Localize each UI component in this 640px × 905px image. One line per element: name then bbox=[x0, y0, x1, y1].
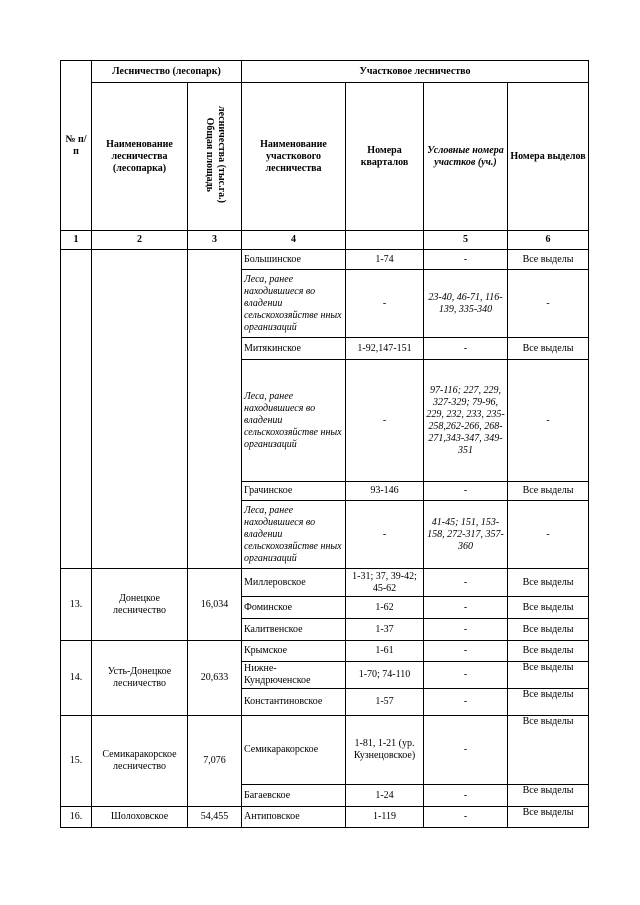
district-allotments: - bbox=[508, 270, 589, 338]
header-forestry-name: Наименование лесничества (лесопарка) bbox=[92, 83, 188, 231]
district-name: Грачинское bbox=[242, 482, 346, 501]
district-quarters: - bbox=[346, 501, 424, 569]
district-allotments: - bbox=[508, 360, 589, 482]
district-plots: - bbox=[424, 785, 508, 807]
forestry-area: 20,633 bbox=[188, 641, 242, 716]
district-quarters: 1-119 bbox=[346, 807, 424, 828]
forestry-num-cont bbox=[61, 250, 92, 569]
forestry-name-cont bbox=[92, 250, 188, 569]
district-plots: - bbox=[424, 662, 508, 689]
district-allotments: Все выделы bbox=[508, 641, 589, 662]
district-quarters: 1-57 bbox=[346, 689, 424, 716]
district-quarters: 1-37 bbox=[346, 619, 424, 641]
table-row bbox=[61, 569, 589, 597]
district-name: Миллеровское bbox=[242, 569, 346, 597]
district-quarters: - bbox=[346, 360, 424, 482]
district-name: Семикаракорское bbox=[242, 716, 346, 785]
district-plots: - bbox=[424, 619, 508, 641]
district-name: Фоминское bbox=[242, 597, 346, 619]
col-num-4: 4 bbox=[242, 231, 346, 250]
col-num-2: 2 bbox=[92, 231, 188, 250]
forestry-area: 7,076 bbox=[188, 716, 242, 807]
district-name: Константиновское bbox=[242, 689, 346, 716]
district-name: Багаевское bbox=[242, 785, 346, 807]
header-group-district: Участковое лесничество bbox=[242, 61, 589, 83]
district-plots: - bbox=[424, 641, 508, 662]
header-district-name: Наименование участкового лесничества bbox=[242, 83, 346, 231]
district-plots: - bbox=[424, 807, 508, 828]
forestry-area: 16,034 bbox=[188, 569, 242, 641]
header-quarters: Номера кварталов bbox=[346, 83, 424, 231]
district-quarters: 1-74 bbox=[346, 250, 424, 270]
table-row bbox=[61, 716, 589, 785]
district-quarters: 1-61 bbox=[346, 641, 424, 662]
district-allotments: Все выделы bbox=[508, 250, 589, 270]
district-quarters: 1-92,147-151 bbox=[346, 338, 424, 360]
district-plots: 97-116; 227, 229, 327-329; 79-96, 229, 232, 233, 235-258,262-266, 268-271,343-347, 349-351 bbox=[424, 360, 508, 482]
forestry-name: Семикаракорское лесничество bbox=[92, 716, 188, 807]
district-plots: 41-45; 151, 153-158, 272-317, 357-360 bbox=[424, 501, 508, 569]
table-row bbox=[61, 641, 589, 662]
forestry-name: Усть-Донецкое лесничество bbox=[92, 641, 188, 716]
district-quarters: 1-62 bbox=[346, 597, 424, 619]
district-quarters: 93-146 bbox=[346, 482, 424, 501]
header-allotments: Номера выделов bbox=[508, 83, 589, 231]
forestry-name: Шолоховское bbox=[92, 807, 188, 828]
district-plots: - bbox=[424, 338, 508, 360]
district-plots: - bbox=[424, 250, 508, 270]
district-name: Нижне-Кундрюченское bbox=[242, 662, 346, 689]
col-num-1: 1 bbox=[61, 231, 92, 250]
forestry-num: 13. bbox=[61, 569, 92, 641]
col-num-blank bbox=[346, 231, 424, 250]
district-plots: - bbox=[424, 597, 508, 619]
forestry-area: 54,455 bbox=[188, 807, 242, 828]
column-numbers-row bbox=[61, 231, 589, 250]
district-allotments: Все выделы bbox=[508, 662, 589, 689]
header-plots: Условные номера участков (уч.) bbox=[424, 83, 508, 231]
district-name: Большинское bbox=[242, 250, 346, 270]
district-name: Леса, ранее находившиеся во владении сельскохозяйстве нных организаций bbox=[242, 360, 346, 482]
district-allotments: Все выделы bbox=[508, 338, 589, 360]
header-area: Общая площадь лесничества (тыс.га.) bbox=[188, 83, 242, 231]
district-allotments: Все выделы bbox=[508, 807, 589, 828]
district-name: Митякинское bbox=[242, 338, 346, 360]
forestry-name: Донецкое лесничество bbox=[92, 569, 188, 641]
forestry-num: 16. bbox=[61, 807, 92, 828]
district-allotments: Все выделы bbox=[508, 482, 589, 501]
district-name: Леса, ранее находившиеся во владении сельскохозяйстве нных организаций bbox=[242, 501, 346, 569]
table-row bbox=[61, 807, 589, 828]
district-allotments: Все выделы bbox=[508, 569, 589, 597]
col-num-6: 6 bbox=[508, 231, 589, 250]
district-allotments: Все выделы bbox=[508, 597, 589, 619]
district-allotments: Все выделы bbox=[508, 785, 589, 807]
district-quarters: - bbox=[346, 270, 424, 338]
district-quarters: 1-70; 74-110 bbox=[346, 662, 424, 689]
district-plots: - bbox=[424, 482, 508, 501]
district-allotments: Все выделы bbox=[508, 716, 589, 785]
district-allotments: Все выделы bbox=[508, 689, 589, 716]
district-plots: - bbox=[424, 689, 508, 716]
district-quarters: 1-24 bbox=[346, 785, 424, 807]
district-plots: - bbox=[424, 716, 508, 785]
district-name: Леса, ранее находившиеся во владении сельскохозяйстве нных организаций bbox=[242, 270, 346, 338]
header-group-forestry: Лесничество (лесопарк) bbox=[92, 61, 242, 83]
district-allotments: Все выделы bbox=[508, 619, 589, 641]
forestry-area-cont bbox=[188, 250, 242, 569]
district-quarters: 1-31; 37, 39-42; 45-62 bbox=[346, 569, 424, 597]
forestry-num: 15. bbox=[61, 716, 92, 807]
district-name: Крымское bbox=[242, 641, 346, 662]
header-num: № п/п bbox=[61, 61, 92, 231]
district-quarters: 1-81, 1-21 (ур. Кузнецовское) bbox=[346, 716, 424, 785]
district-plots: - bbox=[424, 569, 508, 597]
table-row bbox=[61, 250, 589, 270]
col-num-5: 5 bbox=[424, 231, 508, 250]
district-allotments: - bbox=[508, 501, 589, 569]
district-name: Калитвенское bbox=[242, 619, 346, 641]
district-name: Антиповское bbox=[242, 807, 346, 828]
forestry-num: 14. bbox=[61, 641, 92, 716]
district-plots: 23-40, 46-71, 116-139, 335-340 bbox=[424, 270, 508, 338]
col-num-3: 3 bbox=[188, 231, 242, 250]
forestry-table bbox=[60, 60, 589, 828]
